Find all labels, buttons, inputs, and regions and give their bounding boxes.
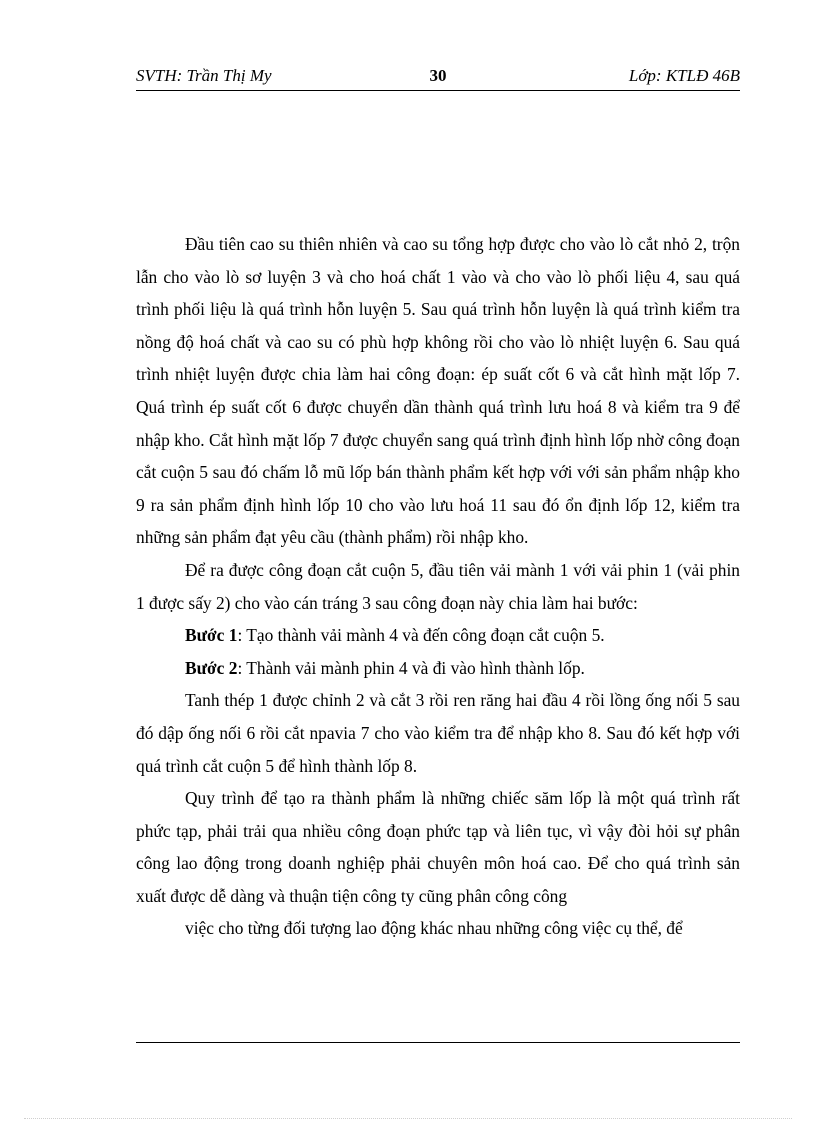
paragraph-process-overview: Đầu tiên cao su thiên nhiên và cao su tổng hợp được cho vào lò cắt nhỏ 2, trộn lẫn cho vào lò sơ luyện 3 và cho hoá chất 1 vào và cho vào lò phối liệu 4, sau quá trình phối liệu là quá trình hỗn luyện 5. Sau quá trình hỗn luyện là quá trình kiểm tra nồng độ hoá chất và cao su có phù hợp không rồi cho vào lò nhiệt luyện 6. Sau quá trình nhiệt luyện được chia làm hai công đoạn: ép suất cốt 6 và cắt hình mặt lốp 7. Quá trình ép suất cốt 6 được chuyển dần thành quá trình lưu hoá 8 và kiểm tra 9 để nhập kho. Cắt hình mặt lốp 7 được chuyển sang quá trình định hình lốp nhờ công đoạn cắt cuộn 5 sau đó chấm lỗ mũ lốp bán thành phẩm kết hợp với với sản phẩm nhập kho 9 ra sản phẩm định hình lốp 10 cho vào lưu hoá 11 sau đó ổn định lốp 12, kiểm tra những sản phẩm đạt yêu cầu (thành phẩm) rồi nhập kho. — [136, 234, 740, 548]
class-label: Lớp: KTLĐ 46B — [628, 66, 740, 85]
step-1-text: : Tạo thành vải mành 4 và đến công đoạn cắt cuộn 5. — [237, 625, 605, 646]
step-2 — [136, 652, 740, 685]
step-2-label: Bước 2 — [185, 657, 238, 678]
step-1 — [136, 619, 740, 652]
paragraph-cutting-intro: Để ra được công đoạn cắt cuộn 5, đầu tiên vải mành 1 với vải phin 1 (vải phin 1 được sấy 2) cho vào cán tráng 3 sau công đoạn này chia làm hai bước: — [136, 559, 740, 613]
paragraph-production-process: Quy trình để tạo ra thành phẩm là những chiếc săm lốp là một quá trình rất phức tạp, phải trải qua nhiều công đoạn phức tạp và liên tục, vì vậy đòi hỏi sự phân công lao động trong doanh nghiệp phải chuyên môn hoá cao. Để cho quá trình sản xuất được dễ dàng và thuận tiện công ty cũng phân công công — [136, 788, 740, 906]
page-edge-divider — [24, 1118, 792, 1119]
paragraph-continuation: việc cho từng đối tượng lao động khác nhau những công việc cụ thể, để — [185, 918, 683, 939]
document-body — [136, 228, 740, 945]
paragraph-steel-wire: Tanh thép 1 được chỉnh 2 và cắt 3 rồi ren răng hai đầu 4 rồi lồng ống nối 5 sau đó dập ống nối 6 rồi cắt npavia 7 cho vào kiểm tra để nhập kho 8. Sau đó kết hợp với quá trình cắt cuộn 5 để hình thành lốp 8. — [136, 690, 740, 776]
step-2-text: : Thành vải mành phin 4 và đi vào hình thành lốp. — [237, 657, 585, 678]
page-number: 30 — [429, 66, 447, 85]
footer-divider — [136, 1042, 740, 1043]
page-header — [136, 64, 740, 91]
author-label: SVTH: Trần Thị My — [136, 66, 272, 85]
step-1-label: Bước 1 — [185, 625, 238, 646]
